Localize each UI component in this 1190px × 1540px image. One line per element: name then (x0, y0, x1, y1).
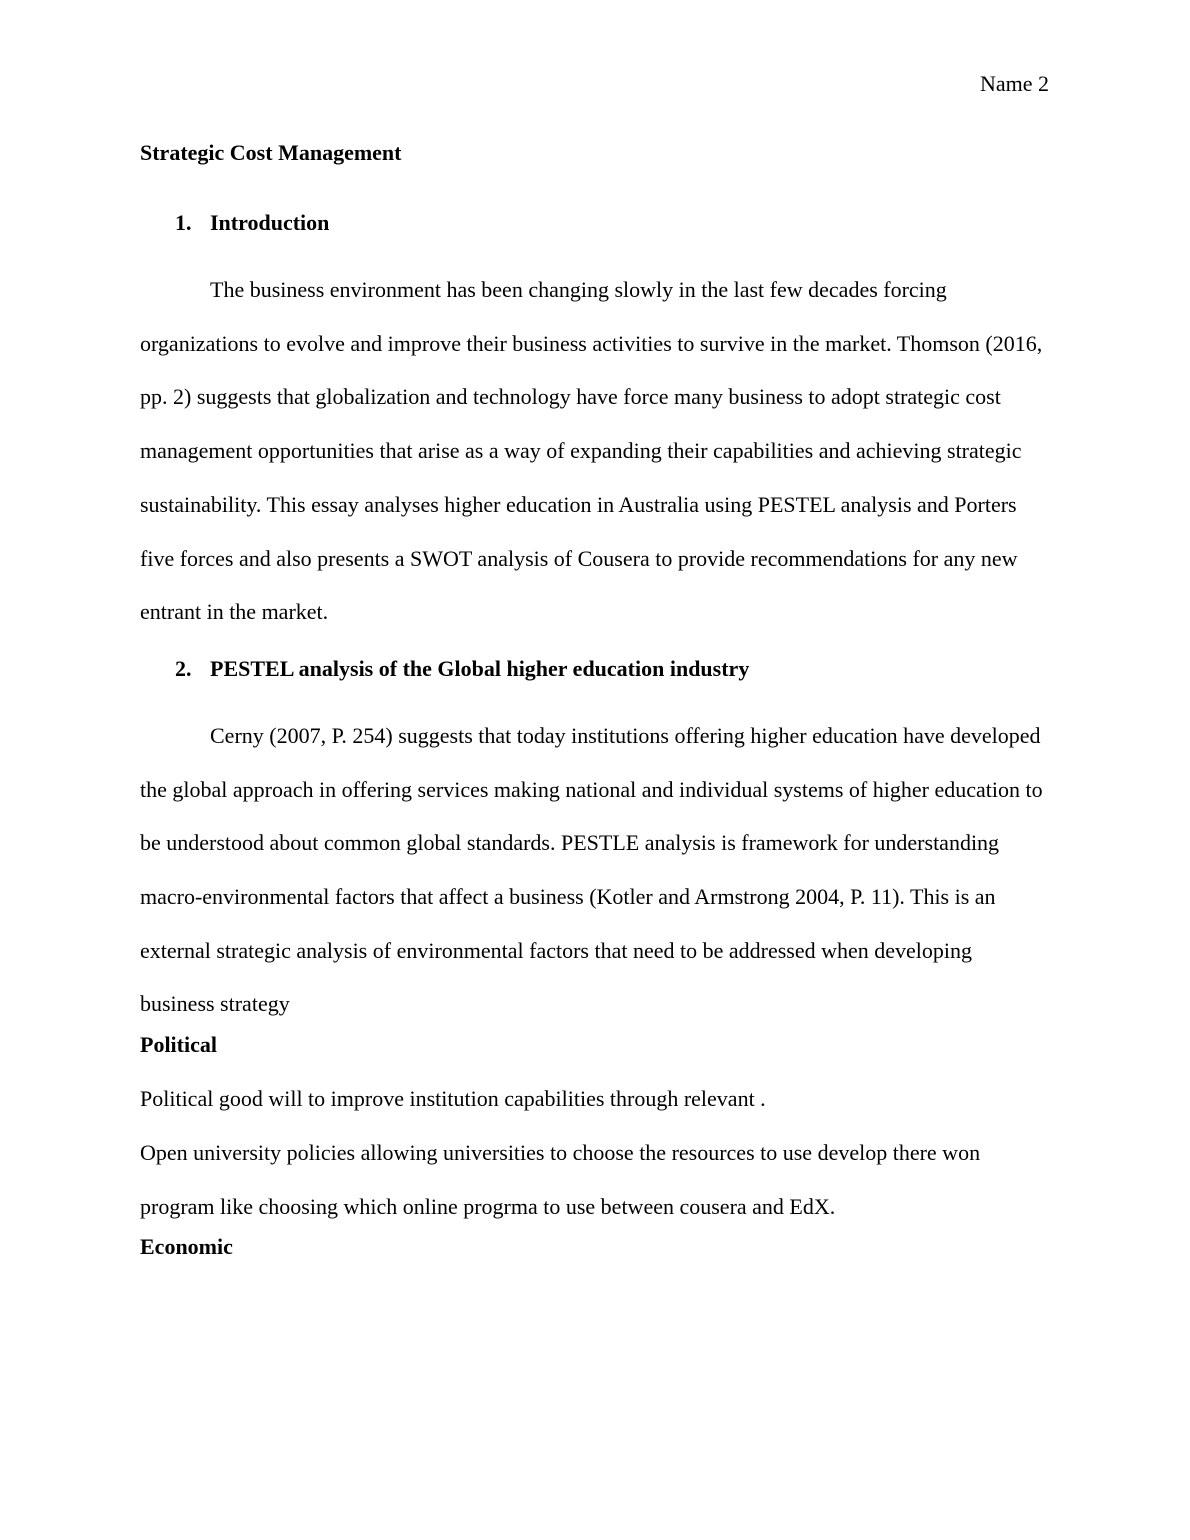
section-heading-introduction (140, 209, 1050, 237)
pestel-paragraph: Cerny (2007, P. 254) suggests that today institutions offering higher education have developed the global approach in offering services making national and individual systems of higher education to be understood about common global standards. PESTLE analysis is framework for understanding macro-environmental factors that affect a business (Kotler and Armstrong 2004, P. 11). This is an external strategic analysis of environmental factors that need to be addressed when developing business strategy (140, 722, 1043, 1017)
political-line-2: Open university policies allowing universities to choose the resources to use develop there won program like choosing which online progrma to use between cousera and EdX. (140, 1139, 981, 1219)
section-number: 2. (175, 655, 192, 681)
political-line-1: Political good will to improve institution capabilities through relevant . (140, 1086, 766, 1112)
section-heading-pestel (140, 655, 1050, 683)
section-number: 1. (175, 210, 192, 235)
section-title: PESTEL analysis of the Global higher education industry (210, 655, 750, 681)
document-title: Strategic Cost Management (140, 140, 402, 165)
economic-heading: Economic (140, 1234, 233, 1260)
running-head: Name 2 (979, 71, 1049, 96)
section-title: Introduction (210, 210, 330, 235)
political-heading: Political (140, 1032, 217, 1058)
document-body (140, 139, 1050, 1261)
introduction-paragraph: The business environment has been changing slowly in the last few decades forcing organizations to evolve and improve their business activities to survive in the market. Thomson (2016, pp. 2) suggests that globalization and technology have force many business to adopt strategic cost management opportunities that arise as a way of expanding their capabilities and achieving strategic sustainability. This essay analyses higher education in Australia using PESTEL analysis and Porters five forces and also presents a SWOT analysis of Cousera to provide recommendations for any new entrant in the market. (140, 277, 1043, 625)
